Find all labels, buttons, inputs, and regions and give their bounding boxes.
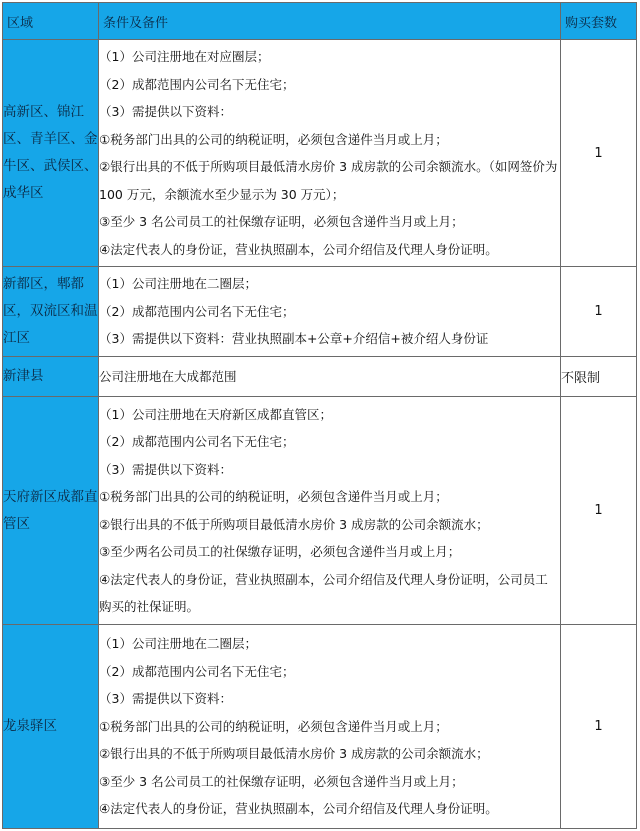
region-cell: 新都区，郫都区，双流区和温江区	[3, 267, 99, 357]
condition-line: （2）成都范围内公司名下无住宅；	[99, 303, 295, 319]
condition-line: ②银行出具的不低于所购项目最低清水房价 3 成房款的公司余额流水；	[99, 746, 489, 762]
table-row	[3, 40, 637, 267]
condition-line: ④法定代表人的身份证，营业执照副本，公司介绍信及代理人身份证明，公司员工购买的社保证明。	[99, 571, 548, 614]
condition-line: （3）需提供以下资料：营业执照副本+公章+介绍信+被介绍人身份证	[99, 331, 489, 347]
condition-line: ②银行出具的不低于所购项目最低清水房价 3 成房款的公司余额流水；	[99, 516, 489, 532]
condition-line: ②银行出具的不低于所购项目最低清水房价 3 成房款的公司余额流水。（如网签价为 100 万元，余额流水至少显示为 30 万元）；	[99, 159, 558, 202]
condition-line: （3）需提供以下资料：	[99, 691, 232, 707]
condition-line: ③至少 3 名公司员工的社保缴存证明，必须包含递件当月或上月；	[99, 214, 464, 229]
quantity-cell: 1	[561, 40, 637, 267]
table-row	[3, 625, 637, 829]
condition-line: ④法定代表人的身份证，营业执照副本，公司介绍信及代理人身份证明。	[99, 241, 498, 257]
quantity-cell: 1	[561, 267, 637, 357]
purchase-conditions-table	[2, 2, 637, 829]
condition-line: ④法定代表人的身份证，营业执照副本，公司介绍信及代理人身份证明。	[99, 801, 498, 817]
conditions-cell	[99, 40, 561, 267]
condition-line: （1）公司注册地在对应圈层；	[99, 49, 270, 64]
condition-line: 公司注册地在大成都范围	[99, 368, 237, 384]
condition-line: （3）需提供以下资料：	[99, 104, 232, 119]
condition-line: （2）成都范围内公司名下无住宅；	[99, 434, 295, 449]
table-row	[3, 267, 637, 357]
condition-line: （2）成都范围内公司名下无住宅；	[99, 76, 295, 92]
condition-line: （1）公司注册地在二圈层；	[99, 636, 257, 652]
condition-line: ③至少两名公司员工的社保缴存证明，必须包含递件当月或上月；	[99, 544, 461, 559]
conditions-cell	[99, 267, 561, 357]
condition-line: （2）成都范围内公司名下无住宅；	[99, 663, 295, 679]
quantity-cell: 1	[561, 625, 637, 829]
table-row	[3, 357, 637, 397]
condition-line: ①税务部门出具的公司的纳税证明，必须包含递件当月或上月；	[99, 489, 448, 504]
condition-line: ①税务部门出具的公司的纳税证明，必须包含递件当月或上月；	[99, 131, 448, 147]
condition-line: （3）需提供以下资料：	[99, 461, 232, 477]
region-cell: 龙泉驿区	[3, 625, 99, 829]
conditions-cell	[99, 625, 561, 829]
region-cell: 天府新区成都直管区	[3, 397, 99, 625]
header-quantity: 购买套数	[561, 3, 637, 40]
table-header-row	[3, 3, 637, 40]
table-row	[3, 397, 637, 625]
conditions-cell	[99, 397, 561, 625]
quantity-cell: 1	[561, 397, 637, 625]
conditions-cell	[99, 357, 561, 397]
condition-line: （1）公司注册地在天府新区成都直管区；	[99, 406, 332, 422]
condition-line: ③至少 3 名公司员工的社保缴存证明，必须包含递件当月或上月；	[99, 773, 464, 789]
condition-line: ①税务部门出具的公司的纳税证明，必须包含递件当月或上月；	[99, 718, 448, 734]
region-cell: 新津县	[3, 357, 99, 397]
header-region: 区域	[3, 3, 99, 40]
quantity-cell: 不限制	[561, 357, 637, 397]
table-body	[3, 40, 637, 829]
condition-line: （1）公司注册地在二圈层；	[99, 276, 257, 292]
header-conditions: 条件及备件	[99, 3, 561, 40]
region-cell: 高新区、锦江区、青羊区、金牛区、武侯区、成华区	[3, 40, 99, 267]
